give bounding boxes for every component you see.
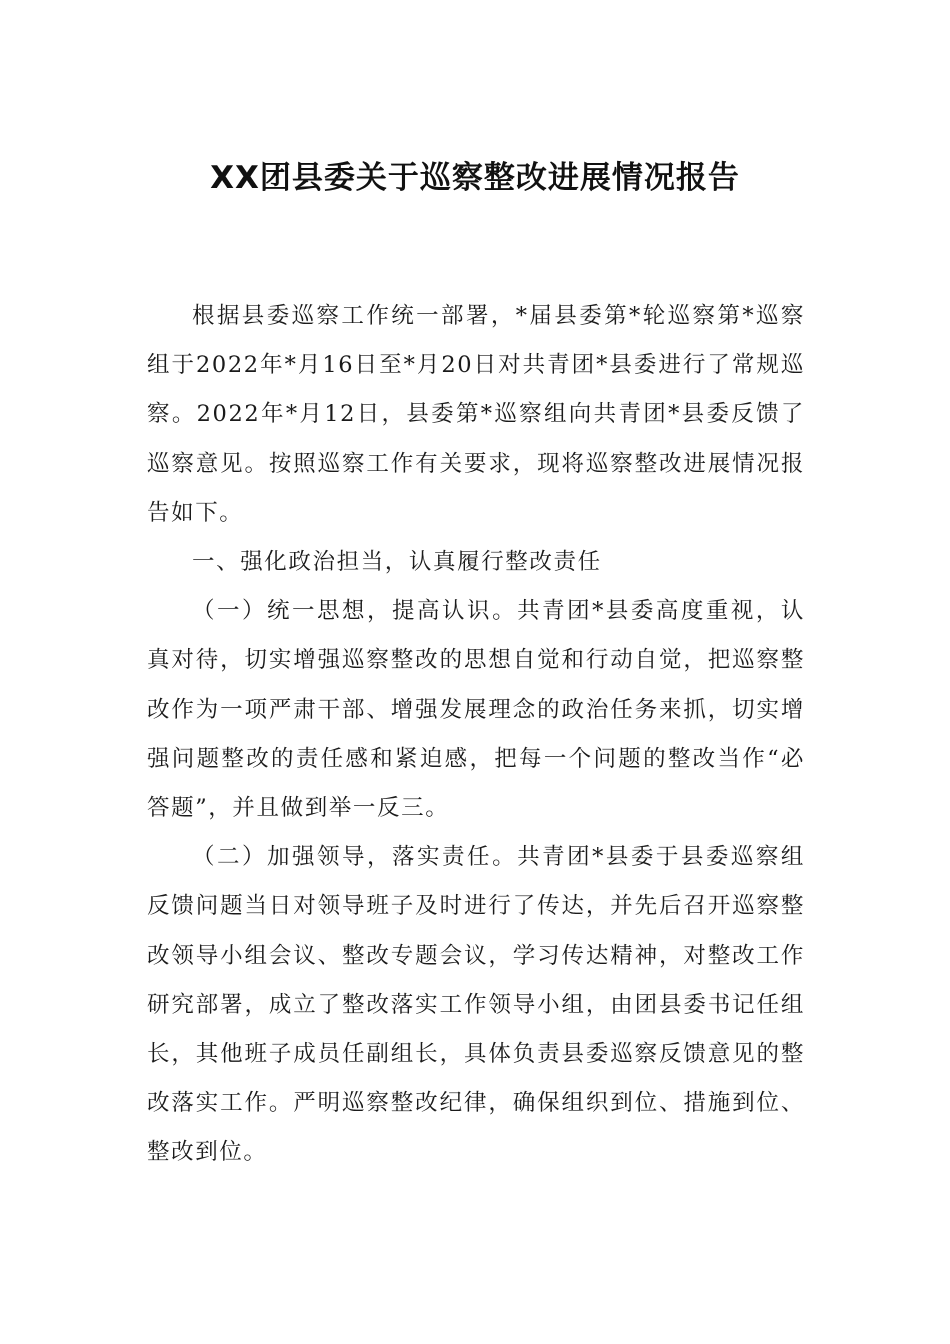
paragraph-subsection-2: （二）加强领导，落实责任。共青团*县委于县委巡察组反馈问题当日对领导班子及时进行了传达，并先后召开巡察整改领导小组会议、整改专题会议，学习传达精神，对整改工作研究部署，成立了整改落实工作领导小组，由团县委书记任组长，其他班子成员任副组长，具体负责县委巡察反馈意见的整改落实工作。严明巡察整改纪律，确保组织到位、措施到位、整改到位。 — [147, 844, 805, 1166]
paragraph-intro: 根据县委巡察工作统一部署，*届县委第*轮巡察第*巡察组于2022年*月16日至*月20日对共青团*县委进行了常规巡察。2022年*月12日，县委第*巡察组向共青团*县委反馈了巡察意见。按照巡察工作有关要求，现将巡察整改进展情况报告如下。 — [147, 303, 805, 526]
document-title: XX团县委关于巡察整改进展情况报告 — [210, 160, 740, 196]
document-body — [147, 292, 805, 1178]
paragraph-subsection-1: （一）统一思想，提高认识。共青团*县委高度重视，认真对待，切实增强巡察整改的思想自觉和行动自觉，把巡察整改作为一项严肃干部、增强发展理念的政治任务来抓，切实增强问题整改的责任感和紧迫感，把每一个问题的整改当作“必答题”，并且做到举一反三。 — [147, 598, 805, 822]
section-heading-1: 一、强化政治担当，认真履行整改责任 — [192, 549, 602, 576]
